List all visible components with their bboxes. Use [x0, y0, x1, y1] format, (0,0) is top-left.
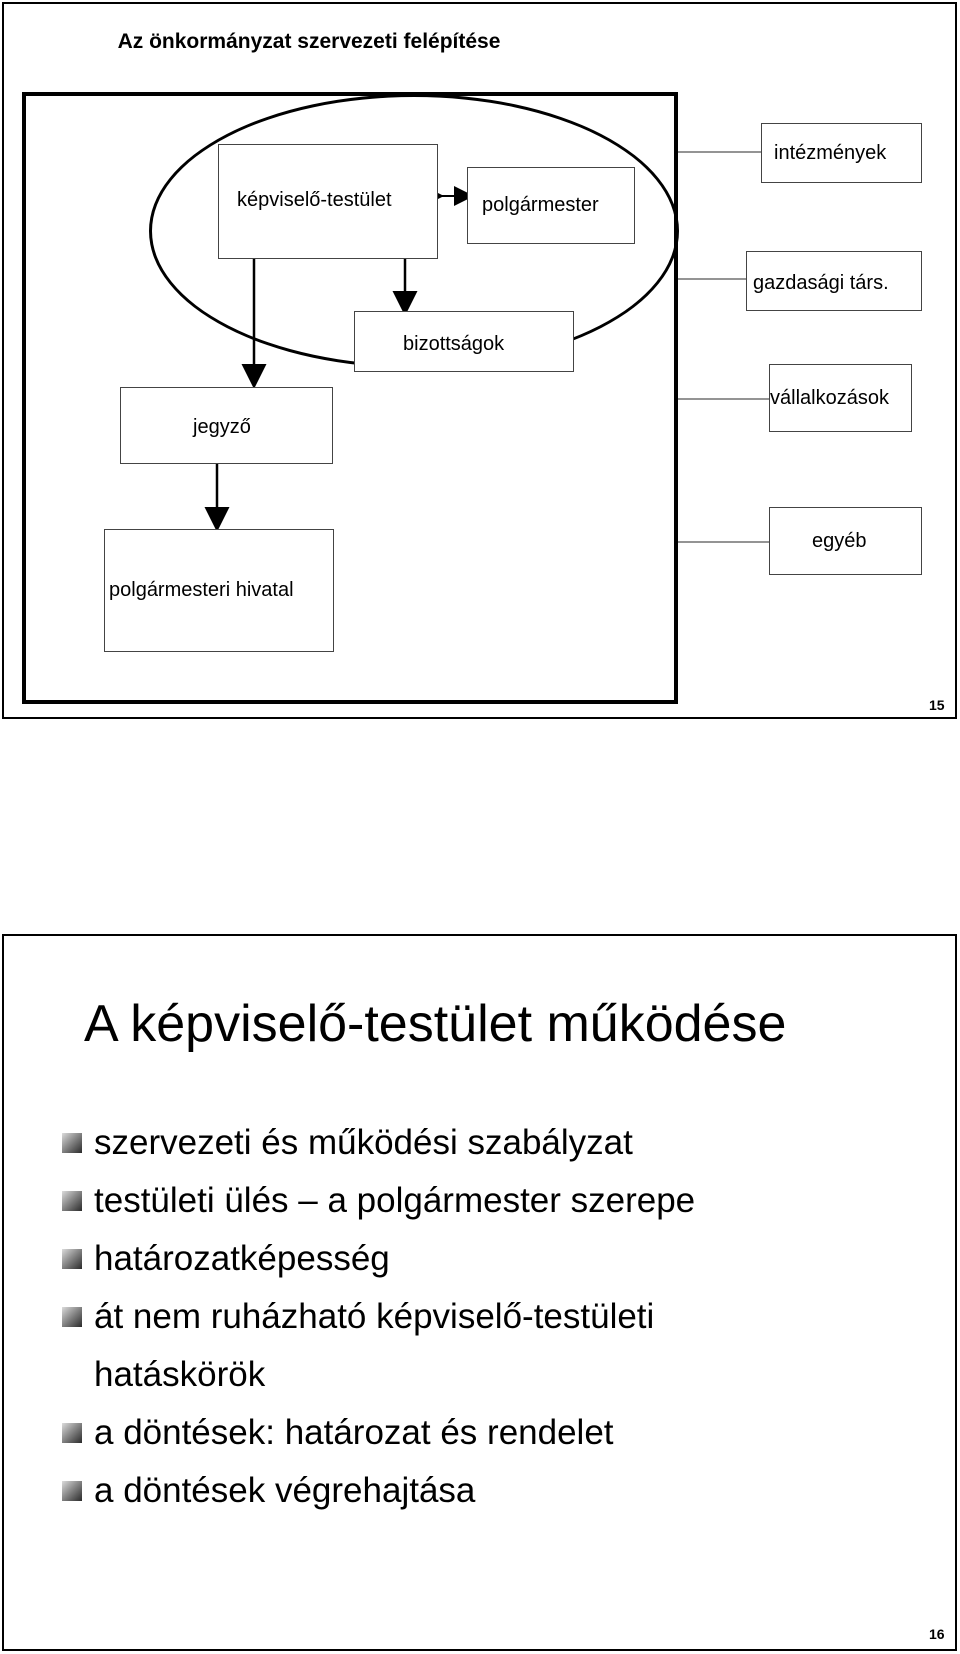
council-label: képviselő-testület: [237, 189, 392, 211]
list-item: testületi ülés – a polgármester szerepe: [62, 1172, 914, 1230]
list-item: át nem ruházható képviselő-testületi hatáskörök: [62, 1288, 814, 1404]
square-bullet-icon: [62, 1423, 82, 1443]
square-bullet-icon: [62, 1133, 82, 1153]
council-box: [218, 144, 438, 259]
square-bullet-icon: [62, 1307, 82, 1327]
other-label: egyéb: [812, 530, 867, 552]
committees-box: [354, 311, 574, 372]
companies-label: gazdasági társ.: [753, 272, 889, 294]
institutions-box: [761, 123, 922, 183]
square-bullet-icon: [62, 1249, 82, 1269]
mayor-box: [467, 167, 635, 244]
list-item: szervezeti és működési szabályzat: [62, 1114, 914, 1172]
page-number: 15: [929, 697, 945, 713]
mayor-label: polgármester: [482, 194, 599, 216]
slide-title: A képviselő-testület működése: [84, 995, 787, 1053]
notary-box: [120, 387, 333, 464]
list-item: a döntések: határozat és rendelet: [62, 1404, 914, 1462]
enterprises-label: vállalkozások: [770, 387, 889, 409]
page-number: 16: [929, 1626, 945, 1642]
mayoral-office-label: polgármesteri hivatal: [109, 579, 294, 601]
square-bullet-icon: [62, 1191, 82, 1211]
other-box: [769, 507, 922, 575]
enterprises-box: [769, 364, 912, 432]
slide-15: [2, 2, 957, 719]
institutions-label: intézmények: [774, 142, 887, 164]
companies-box: [746, 251, 922, 311]
notary-label: jegyző: [193, 416, 251, 438]
list-item: határozatképesség: [62, 1230, 914, 1288]
committees-label: bizottságok: [403, 333, 505, 355]
slide-16: [2, 934, 957, 1651]
bullet-list: [62, 1114, 914, 1520]
mayoral-office-box: [104, 529, 334, 652]
list-item: a döntések végrehajtása: [62, 1462, 914, 1520]
square-bullet-icon: [62, 1481, 82, 1501]
slide-title: Az önkormányzat szervezeti felépítése: [117, 30, 501, 53]
